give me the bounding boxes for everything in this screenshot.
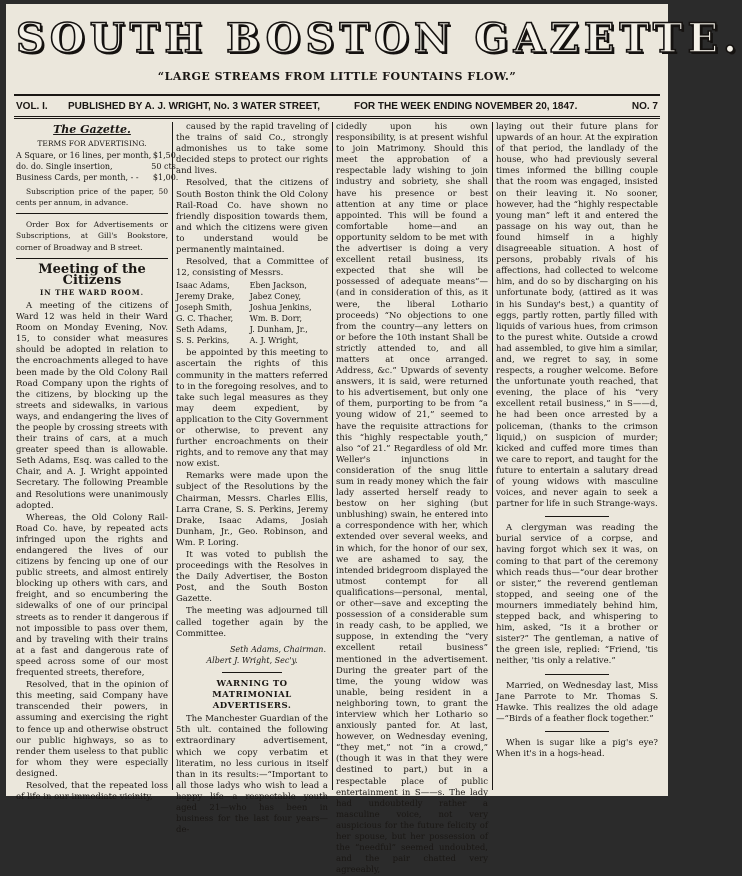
divider — [16, 258, 168, 259]
column-2 — [176, 122, 328, 836]
rule-bottom-double — [14, 118, 660, 119]
issue-info-bar — [16, 99, 658, 115]
rule-top — [14, 94, 660, 96]
rate-label: do. do. Single insertion, — [16, 162, 113, 172]
article-paragraph: be appointed by this meeting to ascertain the rights of this community in the matters referred to in the foregoing resolves, and to take such legal measures as they may deem expedient, by application to the City Government or otherwise, to prevent any further encroachments on their rights, and to remove any that may now exist. — [176, 348, 328, 470]
rate-label: Business Cards, per month, - - — [16, 173, 139, 183]
volume-label: VOL. I. — [16, 101, 48, 112]
committee-name: Joshua Jenkins, — [249, 303, 312, 313]
column-4 — [496, 122, 658, 790]
divider — [545, 731, 610, 732]
rate-price: $1,00. — [152, 173, 179, 183]
divider — [545, 674, 610, 675]
marriage-notice: Married, on Wednesday last, Miss Jane Parrote to Mr. Thomas S. Hawke. This realizes the old adage—“Birds of a feather flock together.” — [496, 680, 658, 724]
article-paragraph: A meeting of the citizens of Ward 12 was held in their Ward Room on Monday Evening, Nov. 15, to consider what measures should be adopted in relation to the encroachments alleged to have been made by the Old Colony Rail Road Company upon the rights of the citizens, by blocking up the streets and sidewalks, in various ways, and endangering the lives of the people by crossing streets with their trains of cars, at a much greater speed than is allowable. Seth Adams, Esq. was called to the Chair, and A. J. Wright appointed Secretary. The following Preamble and Resolutions were unanimously adopted. — [16, 300, 168, 511]
committee-name: Wm. B. Dorr, — [249, 314, 303, 324]
committee-name: S. S. Perkins, — [176, 336, 230, 346]
rate-label: A Square, or 16 lines, per month, — [16, 151, 152, 161]
divider — [16, 213, 168, 214]
committee-names — [176, 280, 328, 346]
newspaper-motto: “LARGE STREAMS FROM LITTLE FOUNTAINS FLOW.” — [157, 70, 517, 83]
article-paragraph: caused by the rapid traveling of the trains of said Co., strongly admonishes us to take some decided steps to protect our rights and lives. — [176, 122, 328, 177]
publisher-line: PUBLISHED BY A. J. WRIGHT, No. 3 WATER STREET, — [68, 101, 321, 112]
column-rule — [172, 122, 173, 790]
article-paragraph: Remarks were made upon the subject of the Resolutions by the Chairman, Messrs. Charles Ellis, Larra Crane, S. S. Perkins, Jeremy Drake, Isaac Adams, Josiah Dunham, Jr., Geo. Robinson, and Wm. P. Loring. — [176, 471, 328, 548]
meeting-heading: Meeting of the Citizens — [38, 261, 146, 288]
committee-name: A. J. Wright, — [249, 336, 299, 346]
article-paragraph: Resolved, that a Committee of 12, consisting of Messrs. — [176, 257, 328, 279]
warning-heading: WARNING TO MATRIMONIAL ADVERTISERS. — [212, 678, 292, 712]
committee-name: Seth Adams, — [176, 325, 228, 335]
order-box-notice: Order Box for Advertisements or Subscriptions, at Gill's Bookstore, corner of Broadway and B street. — [16, 220, 168, 252]
article-paragraph: cidedly upon his own responsibility, is at present wishful to join Matrimony. Should this meet the approbation of a respectable lady wishing to join industry and sobriety, she shall have his presence or best attention at any time or place appointed. This will be found a comfortable home—and an opportunity seldom to be met with the advertiser is doing a very excellent retail business, its expected that she will be possessed of adequate means”—(and in consideration of this, as it were, the liberal Lothario proceeds) “No objections to one from the country—any letters on or before the 10th instant Shall be strictly attended to, and all matters at once arranged. Address, &c.” Upwards of seventy answers, it is said, were returned to his advertisement, but only one of them, purporting to be from “a young widow of 21,” seemed to have the requisite attractions for this “highly respectable youth,” also “of 21.” Regardless of old Mr. Weller's injunctions in consideration of the snug little sum in ready money which the fair lady asserted herself ready to bestow on her sighing (but unblushing) swain, he entered into a correspondence with her, which extended over several weeks, and in which, for the honor of our sex, we are ashamed to say, the intended bridegroom displayed the utmost contempt for all qualifications—personal, mental, or other—save and excepting the possession of a considerable sum in ready cash, to be applied, we suppose, in extending the “very excellent retail business” mentioned in the advertisement. During the greater part of the time, the young widow was unable, being resident in a neighboring town, to grant the interview which her Lothario so anxiously panted for. At last, however, on Wednesday evening, “they met,” not “in a crowd,” (though it was in that they were destined to part,) but in a respectable place of public entertainment in S——s. The lady had undoubtedly rather a masculine voice, not very auspicious for the future felicity of her spouse, but her possession of the “needful” seemed undoubted, and the pair chatted very agreeably, — [336, 122, 488, 876]
name-row — [176, 324, 328, 335]
name-row — [176, 313, 328, 324]
article-paragraph: Resolved, that in the opinion of this meeting, said Company have transcended their powers, in assuming and exercising the right to fence up and otherwise obstruct our public highways, so as to render them useless to that public for whom they were especially designed. — [16, 680, 168, 779]
rate-row — [16, 161, 178, 172]
riddle: When is sugar like a pig's eye? When it's in a hogs-head. — [496, 737, 658, 759]
article-paragraph: The Manchester Guardian of the 5th ult. contained the following extraordinary advertisement, which we copy verbatim et literatim, no less curious in itself than in its results:—“Important to all those ladys who wish to lead a happy life—a respectable youth aged 21—who has been in business for the last four years—de- — [176, 714, 328, 836]
article-paragraph: It was voted to publish the proceedings with the Resolves in the Daily Advertiser, the Boston Post, and the South Boston Gazette. — [176, 550, 328, 605]
terms-heading: TERMS FOR ADVERTISING. — [37, 139, 147, 149]
newspaper-title: SOUTH BOSTON GAZETTE. — [16, 15, 742, 62]
article-paragraph: A clergyman was reading the burial service of a corpse, and having forgot which sex it was, on coming to that part of the ceremony which reads thus—“our dear brother or sister,” the reverend gentleman stopped, and seeing one of the mourners immediately behind him, stepped back, and whispering to him, asked, “Is it a brother or sister?” The gentleman, a native of the green isle, replied: “Friend, 'tis neither, 'tis only a relative.” — [496, 523, 658, 667]
masthead — [16, 10, 742, 90]
name-row — [176, 280, 328, 291]
name-row — [176, 302, 328, 313]
article-paragraph: Resolved, that the citizens of South Boston think the Old Colony Rail-Road Co. have shown no friendly disposition towards them, and which the citizens were given to understand would be permanently maintained. — [176, 178, 328, 256]
column-rule — [332, 122, 333, 790]
column-3 — [336, 122, 488, 876]
divider — [222, 672, 283, 673]
article-paragraph: The meeting was adjourned till called together again by the Committee. — [176, 606, 328, 639]
chairman-signature: Seth Adams, Chairman. — [229, 644, 326, 654]
subscription-price: Subscription price of the paper, 50 cents per annum, in advance. — [16, 187, 168, 208]
rate-price: 50 cts. — [151, 162, 179, 172]
committee-name: G. C. Thacher, — [176, 314, 234, 324]
meeting-subheading: IN THE WARD ROOM. — [39, 287, 145, 297]
article-paragraph: Whereas, the Old Colony Rail-Road Co. have, by repeated acts infringed upon the rights and endangered the lives of our citizens by fencing up one of our public streets, and almost entirely blocking up others with cars, and freight, and so encumbering the sidewalks of one of our principal streets as to render it dangerous if not impossible to pass over them, and by traveling with their trains at a fast and dangerous rate of speed across some of our most frequented streets, therefore, — [16, 512, 168, 679]
column-1 — [16, 122, 179, 803]
committee-name: Eben Jackson, — [249, 281, 307, 291]
divider — [545, 516, 610, 517]
newspaper-page — [6, 4, 742, 876]
issue-date: FOR THE WEEK ENDING NOVEMBER 20, 1847. — [354, 101, 578, 112]
column-rule — [492, 122, 493, 790]
committee-name: Joseph Smith, — [176, 303, 233, 313]
committee-name: Isaac Adams, — [176, 281, 230, 291]
name-row — [176, 291, 328, 302]
rate-row — [16, 172, 178, 183]
rate-row — [16, 150, 178, 161]
committee-name: Jabez Coney, — [249, 292, 302, 302]
name-row — [176, 335, 328, 346]
gazette-subtitle: The Gazette. — [53, 123, 131, 136]
article-paragraph: laying out their future plans for upwards of an hour. At the expiration of that period, the landlady of the house, who had previously several times informed the billing couple that the room was engaged, insisted on their leaving it. No sooner, however, had the “highly respectable young man” left it and entered the passage on his way out, than he found himself in a highly disagreeable situation. A host of persons, probably rivals of his affections, had collected to welcome him, and do so by discharging on his unfortunate body, (attired as it was in his Sunday's best,) a quantity of eggs, partly rotten, partly filled with liquids of various hues, from crimson to the purest white. Outside a crowd had assembled, to give him a similar, and, we regret to say, in some respects, a rougher welcome. Before the unfortunate youth reached, that evening, the place of his “very excellent retail business,” in S——d, he had been once arrested by a policeman, (thanks to the crimson liquid,) on suspicion of murder; kicked and cuffed more times than we care to report, and taught for the future to entertain a salutary dread of young widows with masculine voices, and never again to seek a partner for life in such Strange-ways. — [496, 122, 658, 510]
rule-bottom — [14, 116, 660, 117]
issue-number: NO. 7 — [631, 101, 658, 112]
secretary-signature: Albert J. Wright, Sec'y. — [206, 655, 298, 665]
rate-price: $1,50. — [152, 151, 179, 161]
committee-name: Jeremy Drake, — [176, 292, 235, 302]
ad-rates-table — [16, 150, 178, 183]
article-paragraph: Resolved, that the repeated loss of life in our immediate vicinity, — [16, 780, 168, 803]
committee-name: J. Dunham, Jr., — [249, 325, 308, 335]
